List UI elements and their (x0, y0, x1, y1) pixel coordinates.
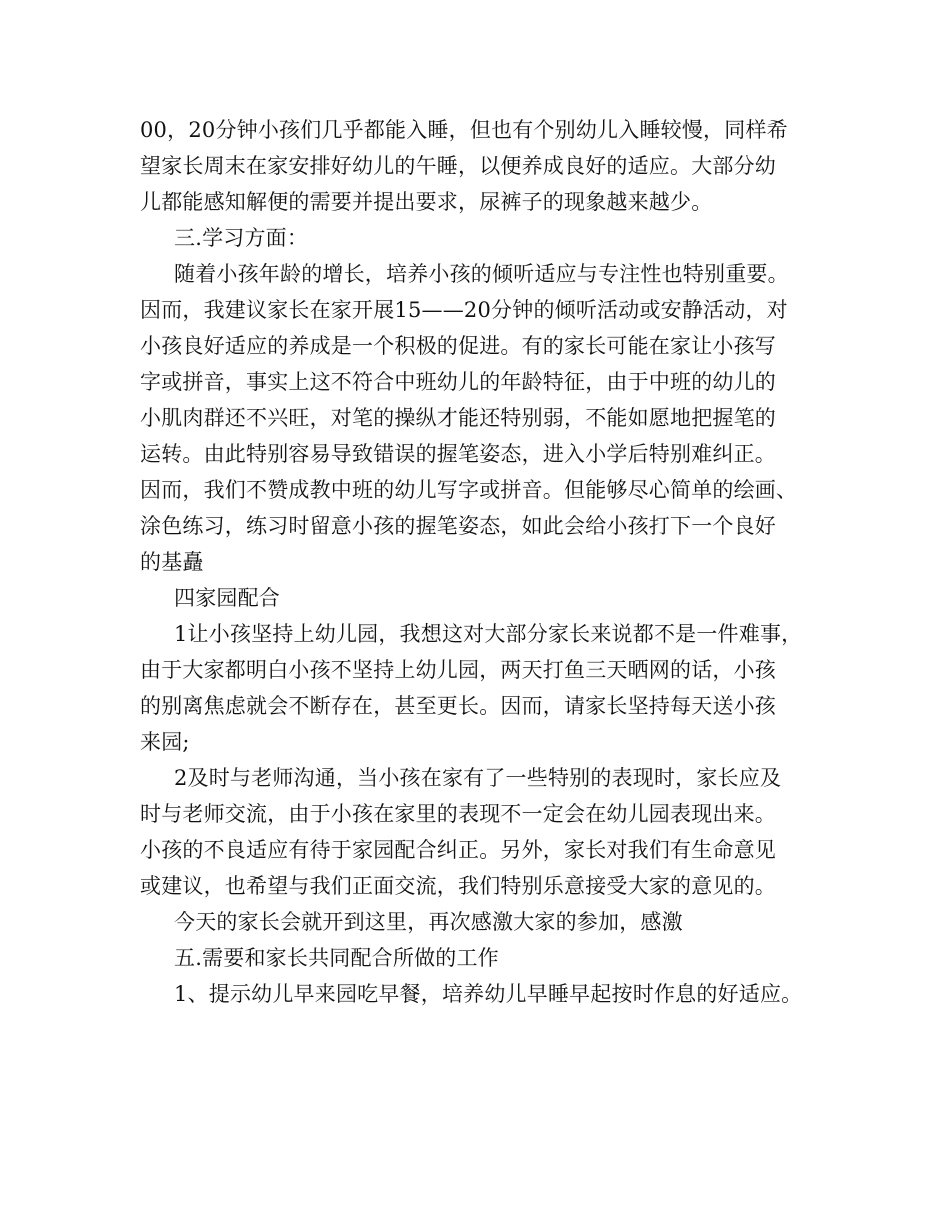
body-text-line: 的别离焦虑就会不断存在，甚至更长。因而，请家长坚持每天送小孩 (140, 694, 776, 718)
body-text-line: 随着小孩年龄的增长，培养小孩的倾听适应与专注性也特别重要。 (174, 262, 789, 286)
body-text-line: 字或拼音，事实上这不符合中班幼儿的年龄特征，由于中班的幼儿的 (140, 370, 776, 394)
body-text-line: 来园; (140, 730, 190, 754)
section-heading-home-school: 四家园配合 (174, 586, 280, 610)
body-text-line: 小孩的不良适应有待于家园配合纠正。另外，家长对我们有生命意见 (140, 838, 776, 862)
body-text-line: 运转。由此特别容易导致错误的握笔姿态，进入小学后特别难纠正。 (140, 442, 776, 466)
body-text-line: 时与老师交流，由于小孩在家里的表现不一定会在幼儿园表现出来。 (140, 802, 776, 826)
body-text-line: 小肌肉群还不兴旺，对笔的操纵才能还特别弱，不能如愿地把握笔的 (140, 406, 776, 430)
section-heading-cooperation-work: 五.需要和家长共同配合所做的工作 (174, 946, 499, 970)
body-text-line: 涂色练习，练习时留意小孩的握笔姿态，如此会给小孩打下一个良好 (140, 514, 776, 538)
body-text-line: 儿都能感知解便的需要并提出要求，尿裤子的现象越来越少。 (140, 190, 713, 214)
body-text-line: 今天的家长会就开到这里，再次感激大家的参加，感激 (174, 910, 683, 934)
body-text-line: 因而，我建议家长在家开展15——20分钟的倾听活动或安静活动，对 (140, 298, 788, 322)
body-text-line: 小孩良好适应的养成是一个积极的促进。有的家长可能在家让小孩写 (140, 334, 776, 358)
body-text-line: 1、提示幼儿早来园吃早餐，培养幼儿早睡早起按时作息的好适应。 (174, 982, 803, 1006)
section-heading-study: 三.学习方面： (174, 226, 309, 250)
body-text-line: 或建议，也希望与我们正面交流，我们特别乐意接受大家的意见的。 (140, 874, 776, 898)
body-text-line: 00，20分钟小孩们几乎都能入睡，但也有个别幼儿入睡较慢，同样希 (140, 118, 788, 142)
body-text-line: 1让小孩坚持上幼儿园，我想这对大部分家长来说都不是一件难事， (174, 622, 803, 646)
body-text-line: 由于大家都明白小孩不坚持上幼儿园，两天打鱼三天晒网的话，小孩 (140, 658, 776, 682)
body-text-line: 2及时与老师沟通，当小孩在家有了一些特别的表现时，家长应及 (174, 766, 782, 790)
body-text-line: 的基矗 (140, 550, 204, 574)
body-text-line: 望家长周末在家安排好幼儿的午睡，以便养成良好的适应。大部分幼 (140, 154, 776, 178)
body-text-line: 因而，我们不赞成教中班的幼儿写字或拼音。但能够尽心简单的绘画、 (140, 478, 798, 502)
